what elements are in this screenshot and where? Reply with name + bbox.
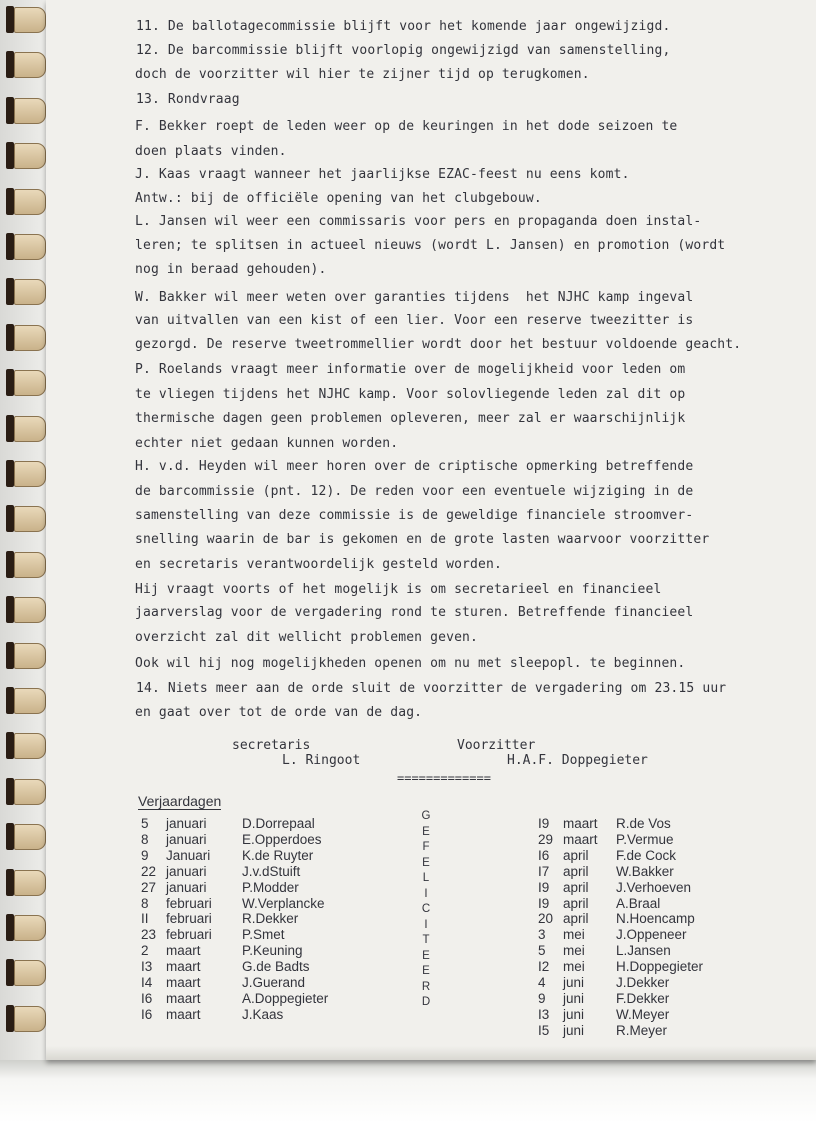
birthday-day: 22 bbox=[141, 863, 157, 879]
birthday-row bbox=[538, 1007, 798, 1023]
birthday-name: J.Kaas bbox=[242, 1006, 284, 1022]
birthday-day: I6 bbox=[141, 1006, 153, 1022]
chairman-name: H.A.F. Doppegieter bbox=[507, 753, 648, 768]
birthday-name: L.Jansen bbox=[616, 943, 671, 959]
text-line: snelling waarin de bar is gekomen en de grote lasten waarvoor voorzitter bbox=[135, 532, 710, 547]
birthday-name: P.Vermue bbox=[616, 831, 674, 847]
birthday-row bbox=[141, 880, 401, 896]
birthday-month: januari bbox=[166, 879, 207, 895]
text-line: de barcommissie (pnt. 12). De reden voor een eventuele wijziging in de bbox=[135, 484, 694, 499]
birthday-name: G.de Badts bbox=[242, 959, 310, 975]
birthday-month: maart bbox=[166, 943, 201, 959]
birthday-row bbox=[538, 943, 798, 959]
birthday-name: J.Verhoeven bbox=[616, 879, 692, 895]
birthday-name: W.Verplancke bbox=[242, 895, 325, 911]
birthday-row bbox=[141, 975, 401, 991]
birthday-row bbox=[538, 975, 798, 991]
birthday-day: 3 bbox=[538, 927, 546, 943]
binder-ring bbox=[6, 188, 46, 215]
birthday-row bbox=[538, 896, 798, 912]
birthday-month: april bbox=[563, 847, 589, 863]
text-line: doch de voorzitter wil hier te zijner tijd op terugkomen. bbox=[135, 67, 590, 82]
birthday-row bbox=[538, 911, 798, 927]
binder-ring bbox=[6, 959, 46, 986]
text-line: echter niet gedaan kunnen worden. bbox=[135, 436, 399, 451]
birthday-day: I6 bbox=[538, 847, 550, 863]
birthday-name: R.Dekker bbox=[242, 911, 299, 927]
binder-ring bbox=[6, 596, 46, 623]
text-line: Ook wil hij nog mogelijkheden openen om nu met sleepopl. te beginnen. bbox=[135, 656, 686, 671]
binder-ring bbox=[6, 460, 46, 487]
text-line: overzicht zal dit wellicht problemen geven. bbox=[135, 630, 478, 645]
birthday-day: 2 bbox=[141, 943, 149, 959]
birthday-day: 27 bbox=[141, 879, 157, 895]
birthday-month: maart bbox=[166, 959, 201, 975]
birthday-day: 8 bbox=[141, 831, 149, 847]
birthday-row bbox=[538, 1023, 798, 1039]
text-line: nog in beraad gehouden). bbox=[135, 262, 327, 277]
vertical-letter: I bbox=[424, 887, 428, 900]
birthday-name: P.Keuning bbox=[242, 943, 303, 959]
birthday-day: 20 bbox=[538, 911, 554, 927]
birthday-name: A.Doppegieter bbox=[242, 990, 329, 1006]
vertical-letter: R bbox=[421, 980, 431, 993]
birthday-day: I9 bbox=[538, 879, 550, 895]
birthday-month: juni bbox=[563, 1006, 585, 1022]
birthday-row bbox=[141, 991, 401, 1007]
birthday-month: januari bbox=[166, 831, 207, 847]
birthday-day: I4 bbox=[141, 975, 153, 990]
birthday-month: Januari bbox=[166, 847, 211, 863]
birthday-month: maart bbox=[166, 975, 201, 990]
birthday-month: februari bbox=[166, 895, 212, 911]
birthday-name: D.Dorrepaal bbox=[242, 816, 315, 831]
birthday-month: april bbox=[563, 863, 589, 879]
birthday-day: I2 bbox=[538, 959, 550, 975]
binder-ring bbox=[6, 505, 46, 532]
birthday-month: april bbox=[563, 911, 589, 927]
vertical-letter: G bbox=[421, 810, 431, 822]
text-line: samenstelling van deze commissie is de geweldige financiele stroomver- bbox=[135, 508, 694, 523]
birthday-month: januari bbox=[166, 863, 207, 879]
birthday-month: juni bbox=[563, 975, 585, 990]
birthday-month: maart bbox=[563, 831, 598, 847]
vertical-letter: E bbox=[422, 949, 430, 962]
binder-ring bbox=[6, 278, 46, 305]
text-line: W. Bakker wil meer weten over garanties tijdens het NJHC kamp ingeval bbox=[135, 290, 694, 305]
text-line: L. Jansen wil weer een commissaris voor pers en propaganda doen instal- bbox=[135, 214, 702, 229]
birthday-name: P.Modder bbox=[242, 879, 299, 895]
birthday-day: I7 bbox=[538, 863, 550, 879]
birthday-row bbox=[141, 864, 401, 880]
text-line: van uitvallen van een kist of een lier. Voor een reserve tweezitter is bbox=[135, 313, 694, 328]
text-line: en secretaris verantwoordelijk gesteld worden. bbox=[135, 557, 502, 572]
birthday-month: april bbox=[563, 879, 589, 895]
binder-ring bbox=[6, 687, 46, 714]
binder-ring bbox=[6, 914, 46, 941]
section-divider: ============= bbox=[397, 771, 491, 785]
birthday-month: maart bbox=[166, 990, 201, 1006]
text-line: leren; te splitsen in actueel nieuws (wordt L. Jansen) en promotion (wordt bbox=[135, 238, 726, 253]
text-line: H. v.d. Heyden wil meer horen over de criptische opmerking betreffende bbox=[135, 459, 694, 474]
birthday-day: 23 bbox=[141, 927, 157, 943]
binder-ring bbox=[6, 551, 46, 578]
binder-ring bbox=[6, 732, 46, 759]
birthday-name: R.de Vos bbox=[616, 816, 671, 831]
birthday-row bbox=[141, 927, 401, 943]
birthday-day: 4 bbox=[538, 975, 546, 990]
birthday-day: I9 bbox=[538, 895, 550, 911]
birthday-row bbox=[141, 911, 401, 927]
birthday-day: 8 bbox=[141, 895, 149, 911]
birthday-row bbox=[538, 848, 798, 864]
birthday-name: J.Dekker bbox=[616, 975, 670, 990]
binder-ring bbox=[6, 642, 46, 669]
birthday-day: 9 bbox=[538, 990, 546, 1006]
birthday-month: juni bbox=[563, 1022, 585, 1038]
vertical-letter: C bbox=[421, 903, 431, 915]
vertical-letter: E bbox=[422, 965, 430, 977]
birthday-month: mei bbox=[563, 959, 585, 975]
vertical-letter: T bbox=[422, 934, 430, 946]
birthday-name: J.Oppeneer bbox=[616, 927, 687, 943]
birthday-name: J.v.dStuift bbox=[242, 863, 301, 879]
birthday-month: juni bbox=[563, 990, 585, 1006]
binder-ring bbox=[6, 324, 46, 351]
birthday-day: I9 bbox=[538, 816, 550, 831]
birthdays-heading: Verjaardagen bbox=[138, 793, 222, 809]
text-line: jaarverslag voor de vergadering rond te sturen. Betreffende financieel bbox=[135, 605, 694, 620]
birthday-name: F.Dekker bbox=[616, 990, 670, 1006]
birthday-day: 5 bbox=[141, 816, 149, 831]
secretary-name: L. Ringoot bbox=[282, 753, 361, 768]
birthday-name: P.Smet bbox=[242, 927, 285, 943]
birthday-row bbox=[141, 848, 401, 864]
text-line: 13. Rondvraag bbox=[136, 92, 240, 107]
birthday-month: februari bbox=[166, 927, 212, 943]
text-line: F. Bekker roept de leden weer op de keuringen in het dode seizoen te bbox=[135, 119, 678, 134]
text-line: 11. De ballotagecommissie blijft voor het komende jaar ongewijzigd. bbox=[136, 19, 671, 34]
birthday-day: 5 bbox=[538, 943, 546, 959]
birthday-month: maart bbox=[166, 1006, 201, 1022]
binder-ring bbox=[6, 823, 46, 850]
birthday-name: E.Opperdoes bbox=[242, 831, 322, 847]
birthday-name: W.Meyer bbox=[616, 1006, 670, 1022]
birthday-name: K.de Ruyter bbox=[242, 847, 314, 863]
text-line: en gaat over tot de orde van de dag. bbox=[135, 705, 423, 720]
vertical-letter: E bbox=[422, 856, 430, 869]
binder-ring bbox=[6, 415, 46, 442]
text-line: P. Roelands vraagt meer informatie over de mogelijkheid voor leden om bbox=[135, 362, 686, 377]
vertical-letter: D bbox=[421, 996, 431, 1008]
birthday-day: 9 bbox=[141, 847, 149, 863]
birthday-month: april bbox=[563, 895, 589, 911]
birthday-row bbox=[141, 816, 401, 832]
birthday-month: februari bbox=[166, 911, 212, 927]
birthday-name: F.de Cock bbox=[616, 847, 677, 863]
chairman-title: Voorzitter bbox=[457, 738, 536, 753]
vertical-letter: L bbox=[422, 872, 430, 884]
birthday-day: I5 bbox=[538, 1022, 550, 1038]
birthday-row bbox=[141, 1007, 401, 1023]
birthday-name: R.Meyer bbox=[616, 1022, 668, 1038]
birthday-month: januari bbox=[166, 816, 207, 831]
birthday-row bbox=[538, 880, 798, 896]
birthday-name: A.Braal bbox=[616, 895, 661, 911]
birthday-month: maart bbox=[563, 816, 598, 831]
vertical-letter: E bbox=[422, 825, 430, 838]
text-line: gezorgd. De reserve tweetrommellier wordt door het bestuur voldoende geacht. bbox=[135, 337, 742, 352]
birthday-row bbox=[141, 832, 401, 848]
vertical-letter: F bbox=[422, 841, 430, 853]
birthday-day: II bbox=[141, 911, 149, 927]
birthday-day: I3 bbox=[141, 959, 153, 975]
birthday-row bbox=[141, 959, 401, 975]
birthday-row bbox=[538, 816, 798, 832]
birthday-row bbox=[538, 832, 798, 848]
text-line: J. Kaas vraagt wanneer het jaarlijkse EZAC-feest nu eens komt. bbox=[135, 167, 630, 182]
binder-ring bbox=[6, 233, 46, 260]
text-line: Antw.: bij de officiële opening van het clubgebouw. bbox=[135, 191, 542, 206]
birthday-day: I3 bbox=[538, 1006, 550, 1022]
binder-ring bbox=[6, 369, 46, 396]
birthday-row bbox=[538, 991, 798, 1007]
birthday-name: W.Bakker bbox=[616, 863, 674, 879]
birthday-month: mei bbox=[563, 927, 585, 943]
birthday-row bbox=[538, 864, 798, 880]
birthday-name: H.Doppegieter bbox=[616, 959, 704, 975]
birthday-row bbox=[141, 896, 401, 912]
birthday-row bbox=[538, 927, 798, 943]
binder-ring bbox=[6, 97, 46, 124]
secretary-title: secretaris bbox=[232, 738, 311, 753]
binder-ring bbox=[6, 869, 46, 896]
text-line: thermische dagen geen problemen opleveren, meer zal er waarschijnlijk bbox=[135, 411, 686, 426]
page-underlay bbox=[0, 1060, 816, 1123]
text-line: 12. De barcommissie blijft voorlopig ongewijzigd van samenstelling, bbox=[136, 43, 671, 58]
binder-ring bbox=[6, 1005, 46, 1032]
vertical-letter: I bbox=[424, 918, 428, 931]
text-line: te vliegen tijdens het NJHC kamp. Voor solovliegende leden zal dit op bbox=[135, 387, 686, 402]
birthday-name: N.Hoencamp bbox=[616, 911, 695, 927]
binder-ring bbox=[6, 51, 46, 78]
birthday-row bbox=[538, 959, 798, 975]
birthday-row bbox=[141, 943, 401, 959]
birthday-day: 29 bbox=[538, 831, 554, 847]
binder-ring bbox=[6, 142, 46, 169]
birthday-month: mei bbox=[563, 943, 585, 959]
binder-ring bbox=[6, 778, 46, 805]
birthday-day: I6 bbox=[141, 990, 153, 1006]
text-line: Hij vraagt voorts of het mogelijk is om secretarieel en financieel bbox=[135, 582, 662, 597]
text-line: 14. Niets meer aan de orde sluit de voorzitter de vergadering om 23.15 uur bbox=[136, 681, 727, 696]
birthday-name: J.Guerand bbox=[242, 975, 306, 990]
binder-ring bbox=[6, 6, 46, 33]
text-line: doen plaats vinden. bbox=[135, 144, 287, 159]
